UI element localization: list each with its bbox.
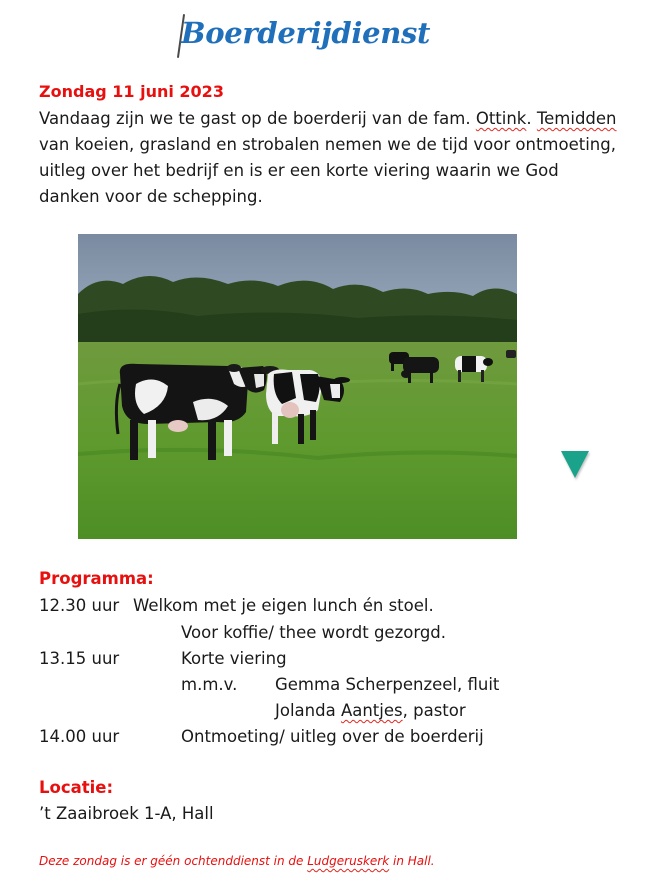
program-row-5-text: Jolanda Aantjes, pastor — [275, 701, 466, 720]
spellcheck-word-ottink: Ottink — [475, 109, 527, 128]
date-heading: Zondag 11 juni 2023 — [39, 82, 224, 101]
spellcheck-word-ludgeruskerk: Ludgeruskerk — [307, 854, 390, 868]
intro-line-4: danken voor de schepping. — [39, 187, 263, 206]
program-heading: Programma: — [39, 569, 154, 588]
location-address: ’t Zaaibroek 1-A, Hall — [39, 804, 214, 823]
program-row-1-time: 12.30 uur — [39, 596, 120, 615]
cows-in-meadow-photo — [78, 234, 517, 539]
spellcheck-word-aantjes: Aantjes — [340, 701, 403, 720]
footnote: Deze zondag is er géén ochtenddienst in de Ludgeruskerk in Hall. — [39, 854, 435, 868]
program-row-1-text: Welkom met je eigen lunch én stoel. — [133, 596, 434, 615]
program-row-3-time: 13.15 uur — [39, 649, 120, 668]
program-row-6-time: 14.00 uur — [39, 727, 120, 746]
spellcheck-word-temidden: Temidden — [536, 109, 617, 128]
program-row-2-text: Voor koffie/ thee wordt gezorgd. — [181, 623, 447, 642]
program-row-4-label: m.m.v. — [181, 675, 238, 694]
intro-line-2: van koeien, grasland en strobalen nemen we de tijd voor ontmoeting, — [39, 135, 616, 154]
scroll-down-triangle-icon[interactable] — [561, 451, 589, 478]
intro-line-1: Vandaag zijn we te gast op de boerderij van de fam. Ottink. Temidden — [39, 109, 617, 128]
intro-line-3: uitleg over het bedrijf en is er een korte viering waarin we God — [39, 161, 559, 180]
program-row-6-text: Ontmoeting/ uitleg over de boerderij — [181, 727, 484, 746]
program-row-4-text: Gemma Scherpenzeel, fluit — [275, 675, 500, 694]
intro-paragraph — [39, 106, 649, 210]
program-row-3-text: Korte viering — [181, 649, 287, 668]
location-heading: Locatie: — [39, 778, 114, 797]
page-title: Boerderijdienst — [181, 16, 431, 50]
